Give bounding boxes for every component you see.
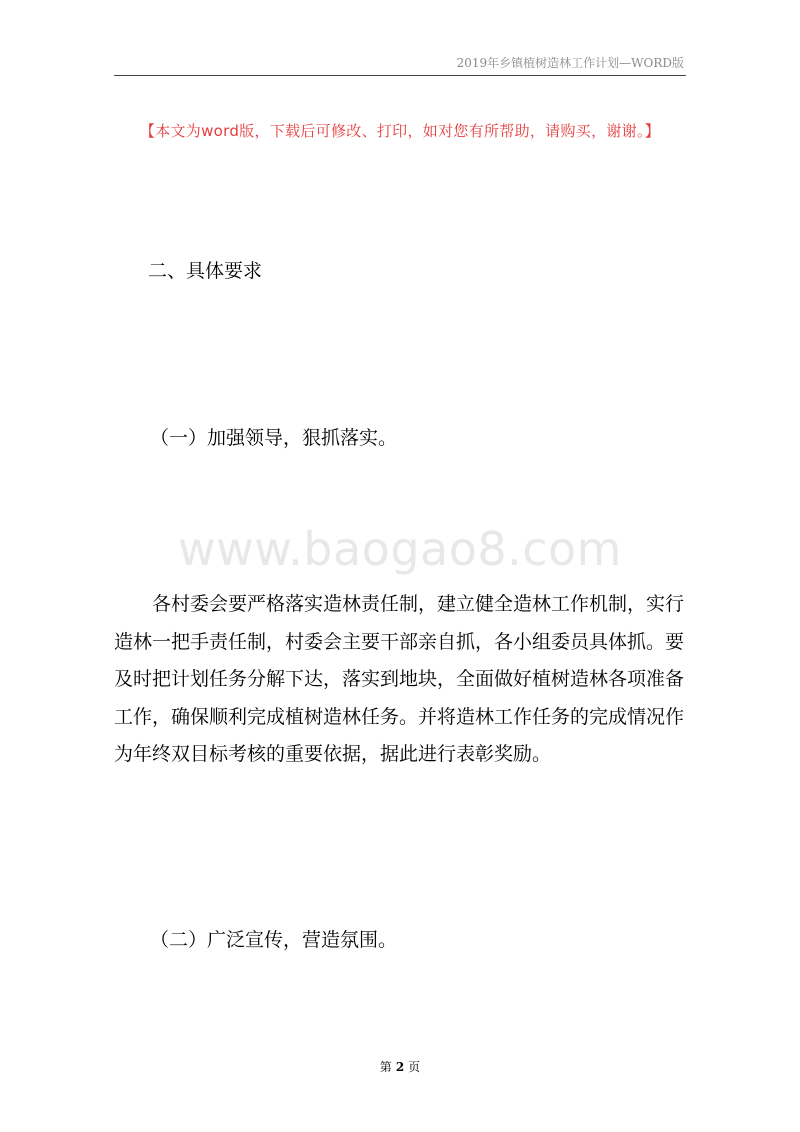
section-heading: 二、具体要求	[148, 260, 263, 282]
paragraph-line: 造林一把手责任制，村委会主要干部亲自抓，各小组委员具体抓。要	[114, 630, 685, 653]
document-header-title: 2019年乡镇植树造林工作计划—WORD版	[456, 56, 684, 70]
page-footer	[0, 1058, 800, 1075]
paragraph-line: 及时把计划任务分解下达，落实到地块，全面做好植树造林各项准备	[114, 668, 685, 690]
paragraph-line: 各村委会要严格落实造林责任制，建立健全造林工作机制，实行	[114, 593, 685, 615]
body-paragraph	[114, 586, 686, 774]
download-notice: 【本文为word版，下载后可修改、打印，如对您有所帮助，请购买，谢谢。】	[139, 122, 661, 140]
page-number: 2	[395, 1060, 405, 1074]
footer-prefix: 第	[379, 1060, 392, 1074]
subheading-publicity: （二）广泛宣传，营造氛围。	[150, 929, 398, 951]
paragraph-line: 为年终双目标考核的重要依据，据此进行表彰奖励。	[114, 743, 552, 765]
subheading-strengthen-leadership: （一）加强领导，狠抓落实。	[150, 427, 398, 449]
header-divider	[114, 75, 686, 76]
watermark: www.baogao8.com	[178, 522, 622, 576]
footer-suffix: 页	[408, 1060, 421, 1074]
paragraph-line: 工作，确保顺利完成植树造林任务。并将造林工作任务的完成情况作	[114, 705, 685, 728]
